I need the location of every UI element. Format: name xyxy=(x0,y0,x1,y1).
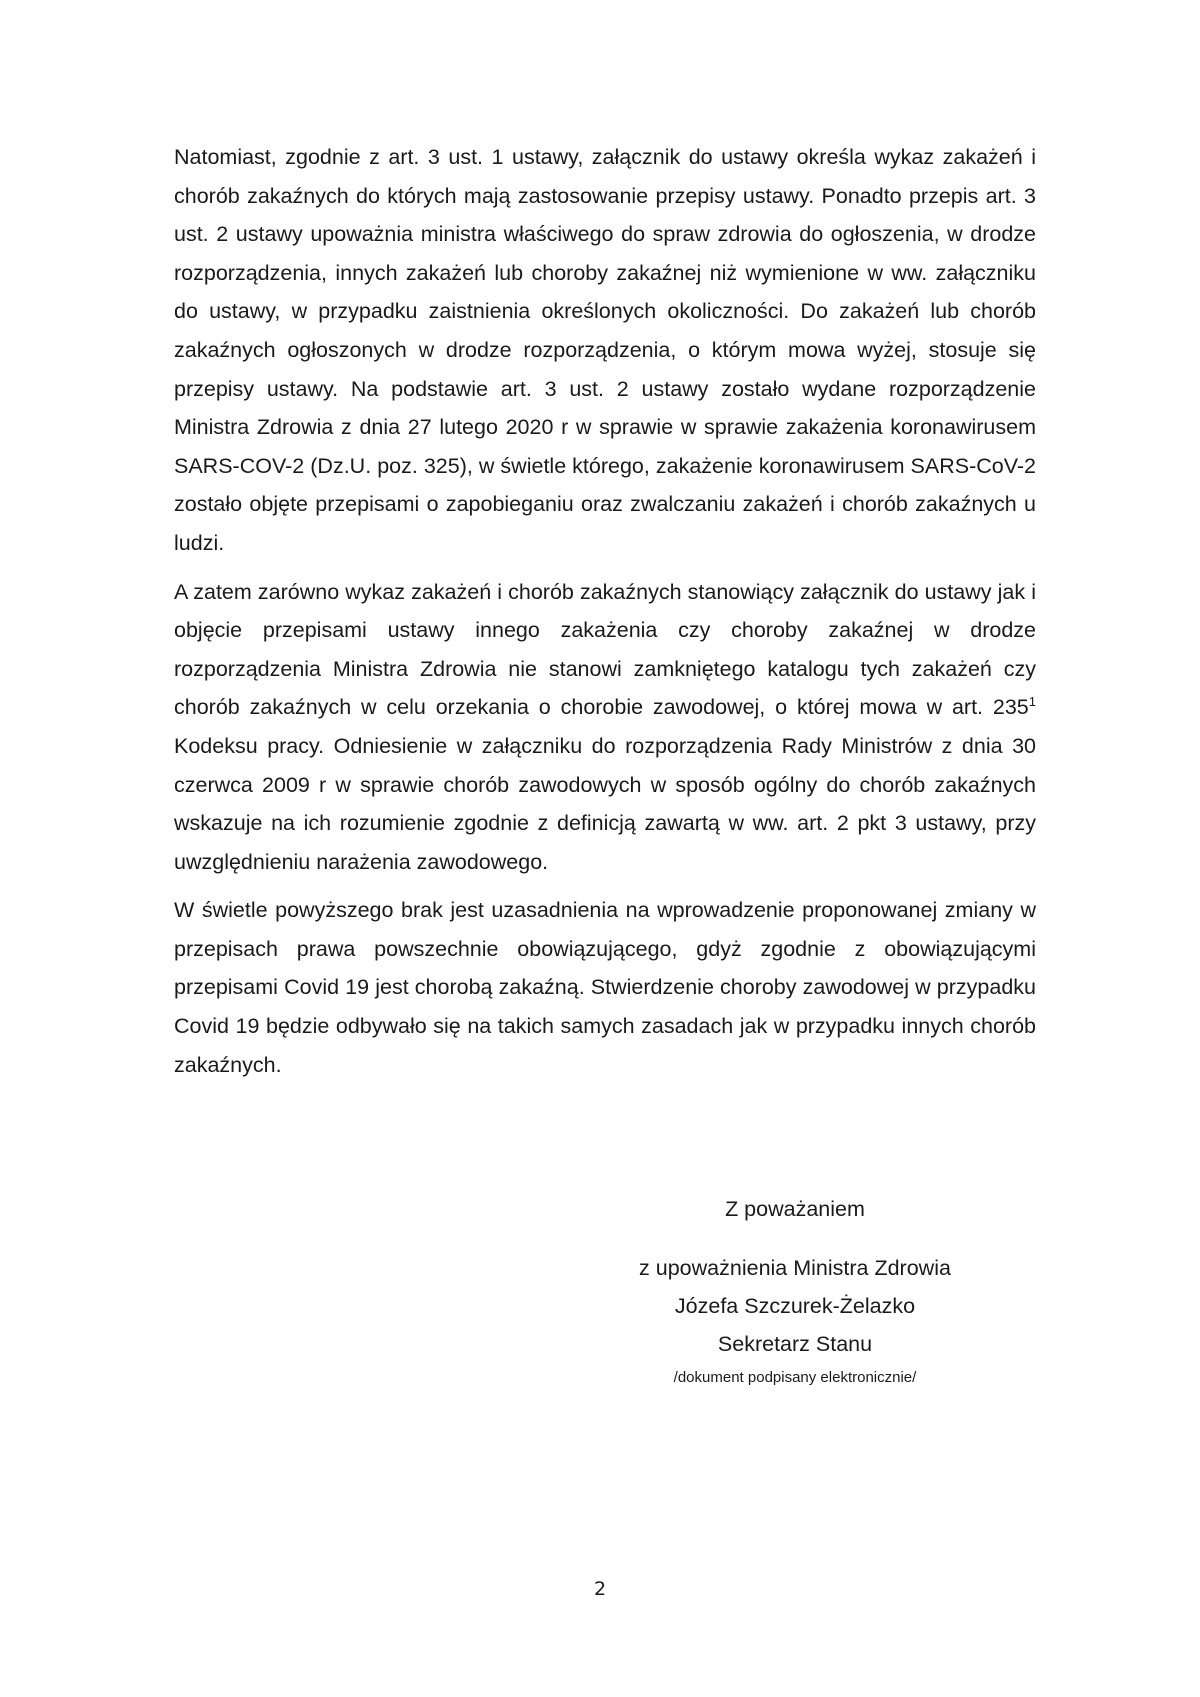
paragraph-conclusion: W świetle powyższego brak jest uzasadnienia na wprowadzenie proponowanej zmiany w przepisach prawa powszechnie obowiązującego, gdyż zgodnie z obowiązującymi przepisami Covid 19 jest chorobą zakaźną. Stwierdzenie choroby zawodowej w przypadku Covid 19 będzie odbywało się na takich samych zasadach jak w przypadku innych chorób zakaźnych. xyxy=(174,898,1036,1077)
closing-greeting: Z poważaniem xyxy=(725,1197,865,1221)
article-superscript: 1 xyxy=(1028,694,1036,710)
electronic-signature-note: /dokument podpisany elektronicznie/ xyxy=(673,1369,917,1386)
paragraph-catalog xyxy=(174,573,1036,882)
signatory-name: Józefa Szczurek-Żelazko xyxy=(674,1294,916,1318)
page-number: 2 xyxy=(593,1578,607,1600)
signature-block xyxy=(560,1190,1030,1391)
letter-body xyxy=(174,138,1036,1094)
paragraph-catalog-text-after: Kodeksu pracy. Odniesienie w załączniku do rozporządzenia Rady Ministrów z dnia 30 czerwca 2009 r w sprawie chorób zawodowych w sposób ogólny do chorób zakaźnych wskazuje na ich rozumienie zgodnie z definicją zawartą w ww. art. 2 pkt 3 ustawy, przy uwzględnieniu narażenia zawodowego. xyxy=(174,733,1036,874)
signatory-authority: z upoważnienia Ministra Zdrowia xyxy=(639,1256,951,1280)
paragraph-legal-basis: Natomiast, zgodnie z art. 3 ust. 1 ustawy, załącznik do ustawy określa wykaz zakażeń i chorób zakaźnych do których mają zastosowanie przepisy ustawy. Ponadto przepis art. 3 ust. 2 ustawy upoważnia ministra właściwego do spraw zdrowia do ogłoszenia, w drodze rozporządzenia, innych zakażeń lub choroby zakaźnej niż wymienione w ww. załączniku do ustawy, w przypadku zaistnienia określonych okoliczności. Do zakażeń lub chorób zakaźnych ogłoszonych w drodze rozporządzenia, o którym mowa wyżej, stosuje się przepisy ustawy. Na podstawie art. 3 ust. 2 ustawy zostało wydane rozporządzenie Ministra Zdrowia z dnia 27 lutego 2020 r w sprawie w sprawie zakażenia koronawirusem SARS-COV-2 (Dz.U. poz. 325), w świetle którego, zakażenie koronawirusem SARS-CoV-2 zostało objęte przepisami o zapobieganiu oraz zwalczaniu zakażeń i chorób zakaźnych u ludzi. xyxy=(174,145,1036,555)
signatory-position: Sekretarz Stanu xyxy=(717,1332,873,1356)
paragraph-catalog-text-before: A zatem zarówno wykaz zakażeń i chorób zakaźnych stanowiący załącznik do ustawy jak i objęcie przepisami ustawy innego zakażenia czy choroby zakaźnej w drodze rozporządzenia Ministra Zdrowia nie stanowi zamkniętego katalogu tych zakażeń czy chorób zakaźnych w celu orzekania o chorobie zawodowej, o której mowa w art. 235 xyxy=(174,579,1036,720)
